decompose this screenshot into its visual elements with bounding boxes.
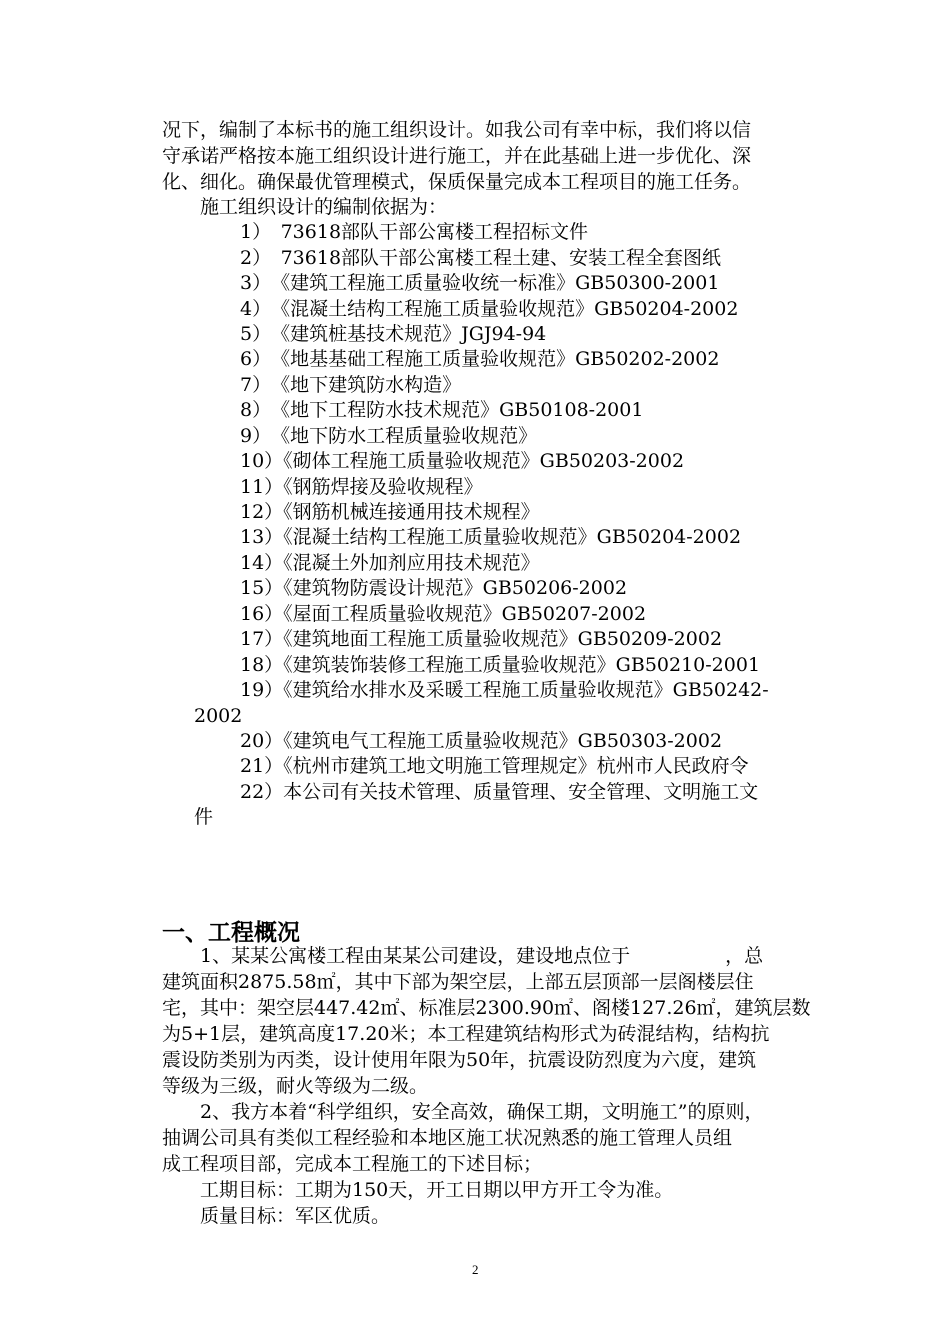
basis-item: 16）《屋面工程质量验收规范》GB50207-2002 bbox=[240, 603, 647, 625]
basis-item: 2002 bbox=[194, 705, 243, 727]
section-line: 工期目标：工期为150天，开工日期以甲方开工令为准。 bbox=[200, 1179, 674, 1201]
section-line: 宅，其中：架空层447.42㎡、标准层2300.90㎡、阁楼127.26㎡，建筑层数 bbox=[162, 997, 811, 1019]
section-heading: 一、工程概况 bbox=[162, 920, 300, 946]
section-line: 为5+1层，建筑高度17.20米；本工程建筑结构形式为砖混结构，结构抗 bbox=[162, 1023, 770, 1045]
basis-item: 2） 73618部队干部公寓楼工程土建、安装工程全套图纸 bbox=[240, 247, 722, 269]
page-number: 2 bbox=[472, 1262, 479, 1277]
basis-item: 4） 《混凝土结构工程施工质量验收规范》GB50204-2002 bbox=[240, 298, 739, 320]
basis-item: 6） 《地基基础工程施工质量验收规范》GB50202-2002 bbox=[240, 348, 720, 370]
basis-item: 3） 《建筑工程施工质量验收统一标准》GB50300-2001 bbox=[240, 272, 720, 294]
basis-item: 13）《混凝土结构工程施工质量验收规范》GB50204-2002 bbox=[240, 526, 742, 548]
intro-line: 化、细化。确保最优管理模式，保质保量完成本工程项目的施工任务。 bbox=[162, 171, 752, 193]
intro-line: 况下，编制了本标书的施工组织设计。如我公司有幸中标，我们将以信 bbox=[162, 119, 752, 141]
basis-item: 9） 《地下防水工程质量验收规范》 bbox=[240, 425, 538, 447]
basis-item: 21）《杭州市建筑工地文明施工管理规定》杭州市人民政府令 bbox=[240, 755, 749, 777]
intro-line: 施工组织设计的编制依据为： bbox=[200, 196, 448, 218]
basis-item: 22）本公司有关技术管理、质量管理、安全管理、文明施工文 bbox=[240, 781, 759, 803]
section-line: 成工程项目部，完成本工程施工的下述目标； bbox=[162, 1153, 543, 1175]
section-line: 抽调公司具有类似工程经验和本地区施工状况熟悉的施工管理人员组 bbox=[162, 1127, 733, 1149]
section-line: 建筑面积2875.58㎡，其中下部为架空层，上部五层顶部一层阁楼层住 bbox=[162, 971, 754, 993]
basis-item: 15）《建筑物防震设计规范》GB50206-2002 bbox=[240, 577, 628, 599]
basis-item: 18）《建筑装饰装修工程施工质量验收规范》GB50210-2001 bbox=[240, 654, 761, 676]
basis-item: 1） 73618部队干部公寓楼工程招标文件 bbox=[240, 221, 589, 243]
basis-item: 14）《混凝土外加剂应用技术规范》 bbox=[240, 552, 540, 574]
basis-item: 11）《钢筋焊接及验收规程》 bbox=[240, 476, 483, 498]
section-line: 震设防类别为丙类，设计使用年限为50年，抗震设防烈度为六度，建筑 bbox=[162, 1049, 757, 1071]
section-line: 2、我方本着“科学组织，安全高效，确保工期，文明施工”的原则， bbox=[200, 1101, 764, 1123]
basis-item: 20）《建筑电气工程施工质量验收规范》GB50303-2002 bbox=[240, 730, 723, 752]
section-line: 1、某某公寓楼工程由某某公司建设，建设地点位于 ，总 bbox=[200, 945, 764, 967]
intro-line: 守承诺严格按本施工组织设计进行施工，并在此基础上进一步优化、深 bbox=[162, 145, 752, 167]
section-line: 等级为三级，耐火等级为二级。 bbox=[162, 1075, 429, 1097]
basis-item: 10）《砌体工程施工质量验收规范》GB50203-2002 bbox=[240, 450, 685, 472]
basis-item: 19）《建筑给水排水及采暖工程施工质量验收规范》GB50242- bbox=[240, 679, 769, 701]
basis-item: 17）《建筑地面工程施工质量验收规范》GB50209-2002 bbox=[240, 628, 723, 650]
basis-item: 5） 《建筑桩基技术规范》JGJ94-94 bbox=[240, 323, 547, 345]
section-line: 质量目标：军区优质。 bbox=[200, 1205, 391, 1227]
basis-item: 12）《钢筋机械连接通用技术规程》 bbox=[240, 501, 540, 523]
basis-item: 7） 《地下建筑防水构造》 bbox=[240, 374, 462, 396]
basis-item: 8） 《地下工程防水技术规范》GB50108-2001 bbox=[240, 399, 644, 421]
basis-item: 件 bbox=[194, 806, 214, 828]
